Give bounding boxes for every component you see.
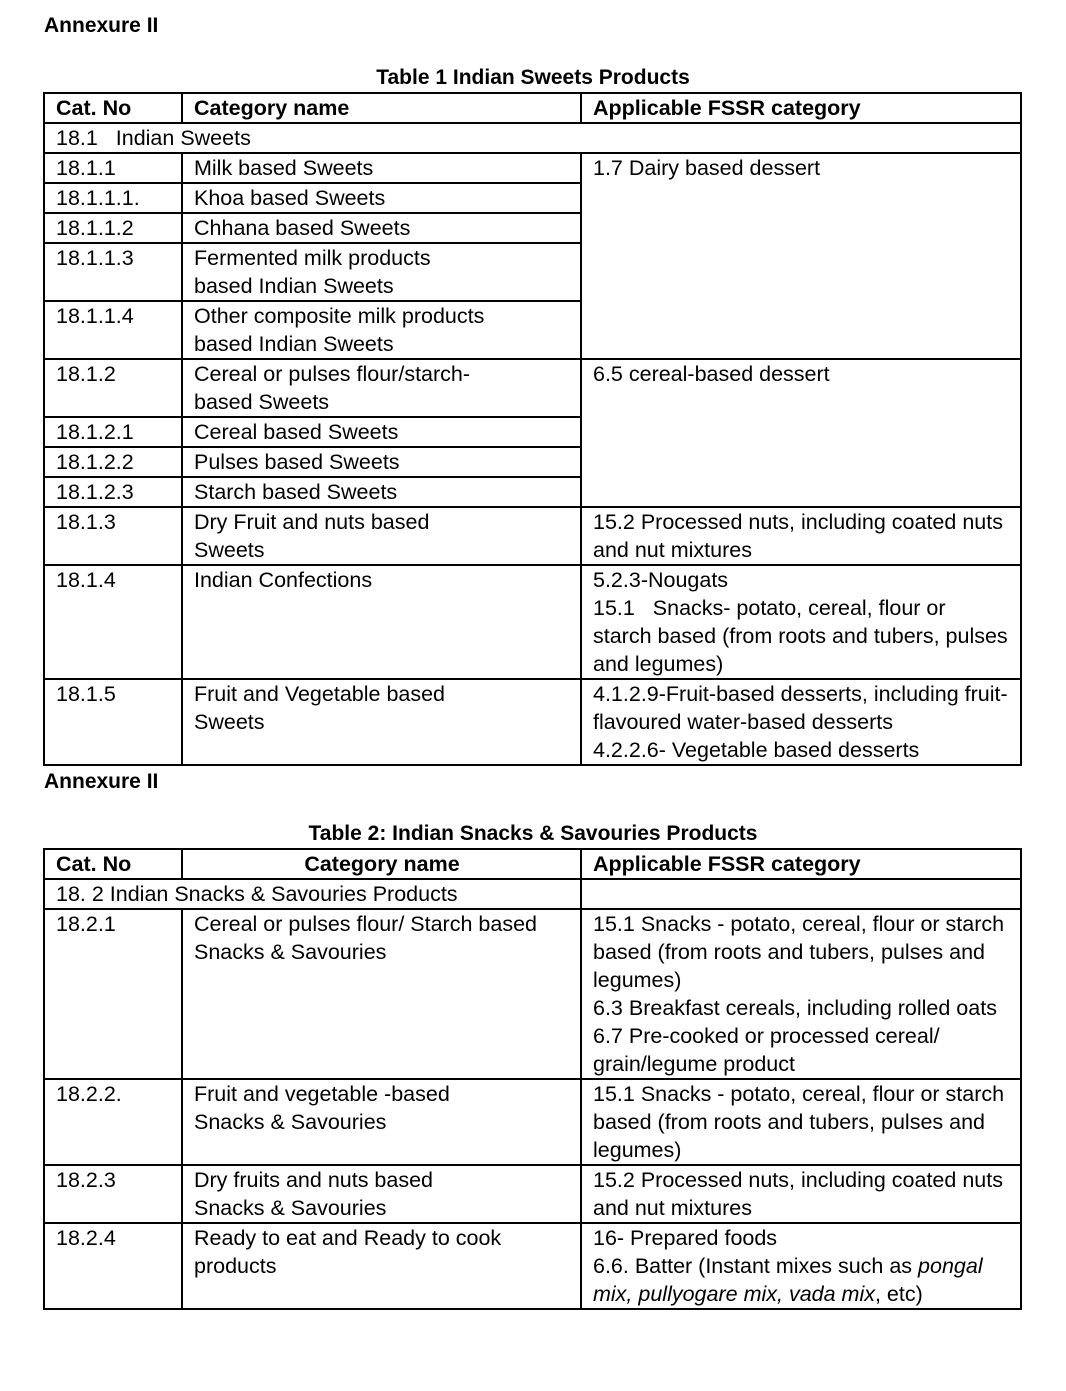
table-row xyxy=(44,153,1021,183)
cat-no: 18.1.4 xyxy=(44,565,182,679)
fssr-category xyxy=(581,1079,1021,1165)
cat-no: 18.1.1.1. xyxy=(44,183,182,213)
cat-no: 18.2.3 xyxy=(44,1165,182,1223)
table-row xyxy=(44,565,1021,679)
table-row xyxy=(44,1165,1021,1223)
header-fssr-category: Applicable FSSR category xyxy=(581,849,1021,879)
cat-no: 18.1.1.4 xyxy=(44,301,182,359)
table-row xyxy=(44,359,1021,417)
cat-no: 18.2.2. xyxy=(44,1079,182,1165)
fssr-category xyxy=(581,909,1021,1079)
cat-no: 18.1.1.2 xyxy=(44,213,182,243)
fssr-category: 6.5 cereal-based dessert xyxy=(581,359,1021,507)
table-row xyxy=(44,507,1021,565)
category-name: Fruit and vegetable -based Snacks & Savouries xyxy=(182,1079,581,1165)
group-row-label: 18. 2 Indian Snacks & Savouries Products xyxy=(44,879,581,909)
category-name: Starch based Sweets xyxy=(182,477,581,507)
cat-no: 18.1.1 xyxy=(44,153,182,183)
category-name: Fruit and Vegetable based Sweets xyxy=(182,679,581,765)
cat-no: 18.1.2.1 xyxy=(44,417,182,447)
fssr-category: 1.7 Dairy based dessert xyxy=(581,153,1021,359)
fssr-line: 15.1 Snacks - potato, cereal, flour or starch based (from roots and tubers, pulses and legumes) xyxy=(593,1082,1005,1162)
fssr-line: 5.2.3-Nougats xyxy=(593,568,729,592)
cat-no: 18.1.2.2 xyxy=(44,447,182,477)
category-name: Fermented milk products based Indian Sweets xyxy=(182,243,581,301)
fssr-text: , etc) xyxy=(874,1282,923,1306)
fssr-italic-examples: pongal mix, pullyogare mix, vada mix xyxy=(593,1254,983,1306)
group-row xyxy=(44,123,1021,153)
table-indian-sweets xyxy=(43,92,1022,766)
table-2-caption: Table 2: Indian Snacks & Savouries Products xyxy=(308,822,758,845)
header-fssr-category: Applicable FSSR category xyxy=(581,93,1021,123)
category-name: Cereal based Sweets xyxy=(182,417,581,447)
category-name: Dry fruits and nuts based Snacks & Savouries xyxy=(182,1165,581,1223)
header-category-name: Category name xyxy=(182,93,581,123)
fssr-text: 6.6. Batter (Instant mixes such as xyxy=(593,1254,919,1278)
table-indian-snacks xyxy=(43,848,1022,1310)
table-row xyxy=(44,909,1021,1079)
cat-no: 18.1.3 xyxy=(44,507,182,565)
fssr-line: 6.3 Breakfast cereals, including rolled oats xyxy=(593,996,997,1020)
fssr-line: 16- Prepared foods xyxy=(593,1226,778,1250)
category-name: Milk based Sweets xyxy=(182,153,581,183)
fssr-line: 15.1 Snacks- potato, cereal, flour or starch based (from roots and tubers, pulses and legumes) xyxy=(593,596,1014,676)
empty-cell xyxy=(581,879,1021,909)
header-cat-no: Cat. No xyxy=(44,93,182,123)
fssr-line: 15.1 Snacks - potato, cereal, flour or starch based (from roots and tubers, pulses and legumes) xyxy=(593,912,1005,992)
table-row xyxy=(44,1223,1021,1309)
category-name: Dry Fruit and nuts based Sweets xyxy=(182,507,581,565)
cat-no: 18.1.2.3 xyxy=(44,477,182,507)
group-row-label: 18.1 Indian Sweets xyxy=(44,123,1021,153)
cat-no: 18.1.5 xyxy=(44,679,182,765)
table-header-row xyxy=(44,849,1021,879)
annexure-heading-1: Annexure II xyxy=(44,14,159,37)
header-category-name: Category name xyxy=(182,849,581,879)
category-name: Cereal or pulses flour/starch-based Sweets xyxy=(182,359,581,417)
fssr-category xyxy=(581,1223,1021,1309)
fssr-line: 6.7 Pre-cooked or processed cereal/ grain/legume product xyxy=(593,1024,940,1076)
fssr-category xyxy=(581,1165,1021,1223)
fssr-line xyxy=(593,1252,1010,1308)
table-row xyxy=(44,1079,1021,1165)
fssr-line: 4.2.2.6- Vegetable based desserts xyxy=(593,738,920,762)
fssr-line: 4.1.2.9-Fruit-based desserts, including fruit-flavoured water-based desserts xyxy=(593,682,1008,734)
category-name: Chhana based Sweets xyxy=(182,213,581,243)
fssr-line: 15.2 Processed nuts, including coated nuts and nut mixtures xyxy=(593,1168,1003,1220)
category-name: Pulses based Sweets xyxy=(182,447,581,477)
cat-no: 18.1.2 xyxy=(44,359,182,417)
cat-no: 18.2.4 xyxy=(44,1223,182,1309)
table-row xyxy=(44,679,1021,765)
table-1-caption: Table 1 Indian Sweets Products xyxy=(376,66,690,89)
cat-no: 18.2.1 xyxy=(44,909,182,1079)
category-name: Ready to eat and Ready to cook products xyxy=(182,1223,581,1309)
category-name: Khoa based Sweets xyxy=(182,183,581,213)
fssr-category xyxy=(581,565,1021,679)
cat-no: 18.1.1.3 xyxy=(44,243,182,301)
header-cat-no: Cat. No xyxy=(44,849,182,879)
category-name: Cereal or pulses flour/ Starch based Snacks & Savouries xyxy=(182,909,581,1079)
fssr-category xyxy=(581,679,1021,765)
table-header-row xyxy=(44,93,1021,123)
annexure-heading-2: Annexure II xyxy=(44,770,159,793)
category-name: Indian Confections xyxy=(182,565,581,679)
fssr-category: 15.2 Processed nuts, including coated nuts and nut mixtures xyxy=(581,507,1021,565)
category-name: Other composite milk products based Indian Sweets xyxy=(182,301,581,359)
group-row xyxy=(44,879,1021,909)
